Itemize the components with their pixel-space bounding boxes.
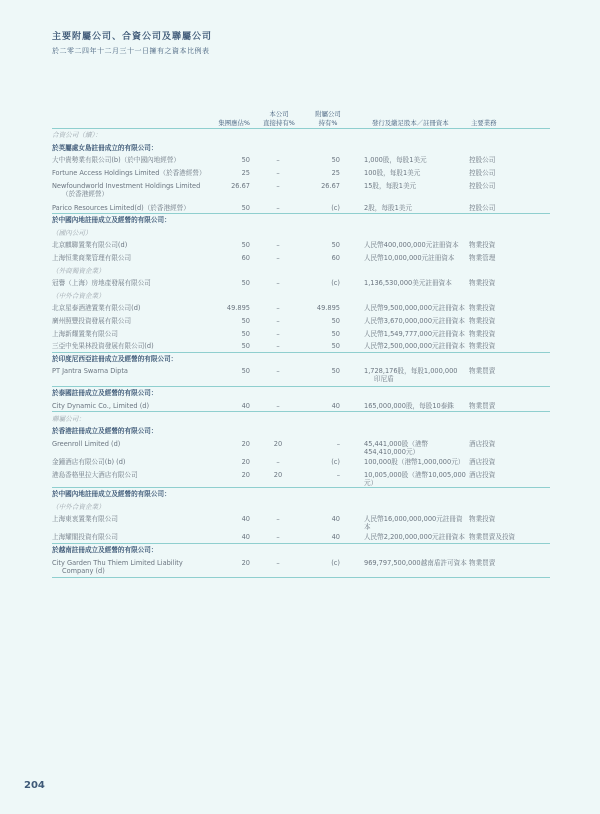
section-heading <box>52 353 550 366</box>
company-name-cell <box>52 330 222 338</box>
section-heading <box>52 227 550 240</box>
table-row <box>52 154 550 167</box>
direct-pct-cell <box>250 458 306 466</box>
subsidiary-pct-cell <box>306 402 340 410</box>
company-name-cell <box>52 559 222 575</box>
company-name-cell <box>52 169 222 177</box>
direct-pct: 20 <box>273 470 283 479</box>
company-name-note: （於香港經營） <box>62 189 109 198</box>
capital: 165,000,000股，每股10泰銖 <box>364 401 454 410</box>
capital-cell <box>340 402 469 410</box>
business-cell <box>469 254 550 262</box>
group-pct: 50 <box>241 156 250 165</box>
company-name: 大中貴勢業有限公司(b)（於中國內地經營） <box>52 156 181 165</box>
direct-pct-cell <box>250 169 306 177</box>
section-label-italic: （外商獨資企業） <box>52 266 105 275</box>
table-body <box>52 129 550 578</box>
capital-cell <box>340 317 469 325</box>
capital-note: 印尼盾 <box>374 375 394 384</box>
section-label: 於越南註冊成立及經營的有限公司： <box>52 546 158 555</box>
group-pct: 50 <box>241 317 250 326</box>
group-pct: 20 <box>241 470 250 479</box>
company-name: PT Jantra Swarna Dipta <box>52 367 128 376</box>
subsidiary-pct-cell <box>306 204 340 212</box>
group-pct-cell <box>222 241 250 249</box>
capital-cell <box>340 342 469 350</box>
header-business: 主要業務 <box>471 119 497 127</box>
table-row <box>52 365 550 387</box>
subsidiary-pct: 25 <box>331 169 340 178</box>
section-label: 於中國內地註冊成立及經營的有限公司： <box>52 489 171 498</box>
subsidiary-pct: (c) <box>331 279 340 288</box>
subsidiary-pct-cell <box>306 559 340 567</box>
subsidiary-pct: 50 <box>331 329 340 338</box>
company-name-cell <box>52 533 222 541</box>
header-capital: 發行及繳足股本／註冊資本 <box>372 119 449 127</box>
capital: 人民幣10,000,000元註冊資本 <box>364 254 455 263</box>
capital: 1,136,530,000美元註冊資本 <box>364 279 452 288</box>
business: 物業管理 <box>469 254 496 263</box>
company-name-cell <box>52 204 222 212</box>
group-pct-cell <box>222 254 250 262</box>
company-name-cell <box>52 458 222 466</box>
company-name-cell <box>52 515 222 523</box>
company-name: 上海耀閣投資有限公司 <box>52 533 118 542</box>
group-pct: 50 <box>241 203 250 212</box>
group-pct: 50 <box>241 329 250 338</box>
subsidiary-pct-cell <box>306 254 340 262</box>
capital: 15股，每股1美元 <box>364 181 417 190</box>
subsidiary-pct-cell <box>306 304 340 312</box>
business-cell <box>469 241 550 249</box>
capital: 1,728,176股，每股1,000,000 <box>364 367 458 376</box>
subsidiary-pct-cell <box>306 241 340 249</box>
subsidiary-pct-cell <box>306 342 340 350</box>
direct-pct-cell <box>250 440 306 448</box>
company-name-cell <box>52 304 222 312</box>
direct-pct: – <box>276 203 280 212</box>
direct-pct: – <box>276 342 280 351</box>
company-name-cell <box>52 342 222 350</box>
business-cell <box>469 402 550 410</box>
group-pct: 40 <box>241 401 250 410</box>
subsidiary-pct-cell <box>306 317 340 325</box>
section-heading <box>52 500 550 513</box>
table-row <box>52 400 550 413</box>
business: 控股公司 <box>469 169 496 178</box>
capital-cell <box>340 279 469 287</box>
section-label-italic: （中外合資企業） <box>52 502 105 511</box>
capital-cell <box>340 559 469 567</box>
subsidiary-pct-cell <box>306 367 340 375</box>
subsidiary-pct-cell <box>306 515 340 523</box>
business-cell <box>469 440 550 448</box>
direct-pct-cell <box>250 330 306 338</box>
section-label-italic: （國內公司） <box>52 228 92 237</box>
group-pct-cell <box>222 559 250 567</box>
subsidiary-pct: 50 <box>331 367 340 376</box>
direct-pct: – <box>276 515 280 524</box>
business: 物業買賣 <box>469 367 496 376</box>
company-name-cell <box>52 156 222 164</box>
table-row <box>52 531 550 544</box>
group-pct: 40 <box>241 515 250 524</box>
business-cell <box>469 515 550 523</box>
group-pct: 50 <box>241 342 250 351</box>
section-label-italic: 聯屬公司： <box>52 414 85 423</box>
company-name: 上海新耀置業有限公司 <box>52 329 118 338</box>
business: 酒店投資 <box>469 439 496 448</box>
header-subsidiary-pct: 附屬公司 持有% <box>315 110 341 127</box>
group-pct-cell <box>222 182 250 190</box>
direct-pct: – <box>276 401 280 410</box>
company-name-cell <box>52 317 222 325</box>
business-cell <box>469 317 550 325</box>
subsidiary-pct: 50 <box>331 241 340 250</box>
section-label: 於英屬處女島註冊成立的有限公司： <box>52 143 158 152</box>
table-row <box>52 327 550 340</box>
group-pct: 40 <box>241 533 250 542</box>
company-name: 金鐘酒店有限公司(b) (d) <box>52 458 126 467</box>
table-row <box>52 179 550 201</box>
group-pct: 20 <box>241 558 250 567</box>
table-row <box>52 252 550 265</box>
business: 控股公司 <box>469 203 496 212</box>
company-name-cell <box>52 182 222 198</box>
capital: 人民幣2,500,000,000元註冊資本 <box>364 342 465 351</box>
table-row <box>52 302 550 315</box>
capital-cell <box>340 440 469 456</box>
table-row <box>52 437 550 455</box>
direct-pct: – <box>276 533 280 542</box>
capital: 10,005,000股（港幣10,005,000元） <box>364 470 466 487</box>
company-name-cell <box>52 254 222 262</box>
direct-pct: – <box>276 181 280 190</box>
business: 控股公司 <box>469 156 496 165</box>
table-row <box>52 340 550 353</box>
capital-cell <box>340 533 469 541</box>
business-cell <box>469 156 550 164</box>
group-pct-cell <box>222 204 250 212</box>
direct-pct: – <box>276 254 280 263</box>
header-direct-pct: 本公司 直接持有% <box>263 110 295 127</box>
business-cell <box>469 458 550 466</box>
direct-pct-cell <box>250 402 306 410</box>
business: 物業買賣 <box>469 401 496 410</box>
direct-pct: – <box>276 317 280 326</box>
group-pct-cell <box>222 367 250 375</box>
company-name: 港島香格里拉大酒店有限公司 <box>52 470 138 479</box>
page-subtitle: 於二零二四年十二月三十一日擁有之資本比例表 <box>52 47 210 55</box>
direct-pct-cell <box>250 279 306 287</box>
group-pct-cell <box>222 402 250 410</box>
subsidiary-pct-cell <box>306 169 340 177</box>
business: 物業投資 <box>469 515 496 524</box>
company-name: Fortune Access Holdings Limited（於香港經營） <box>52 169 206 178</box>
subsidiary-pct-cell <box>306 471 340 479</box>
section-heading <box>52 488 550 501</box>
subsidiary-pct-cell <box>306 156 340 164</box>
business: 物業投資 <box>469 317 496 326</box>
business-cell <box>469 533 550 541</box>
company-name: 上海恒業商業管理有限公司 <box>52 254 132 263</box>
section-heading <box>52 214 550 227</box>
business-cell <box>469 342 550 350</box>
subsidiary-pct: 40 <box>331 401 340 410</box>
group-pct-cell <box>222 440 250 448</box>
group-pct: 26.67 <box>231 181 250 190</box>
subsidiary-pct: 50 <box>331 317 340 326</box>
group-pct-cell <box>222 342 250 350</box>
group-pct: 50 <box>241 241 250 250</box>
company-name: Greenroll Limited (d) <box>52 439 121 448</box>
group-pct: 20 <box>241 439 250 448</box>
subsidiary-pct: 50 <box>331 156 340 165</box>
header-group-pct: 集團應佔% <box>218 119 250 127</box>
table-row <box>52 239 550 252</box>
subsidiary-pct: 40 <box>331 533 340 542</box>
business-cell <box>469 330 550 338</box>
capital: 人民幣1,549,777,000元註冊資本 <box>364 329 465 338</box>
group-pct: 25 <box>241 169 250 178</box>
subsidiary-pct: – <box>336 439 340 448</box>
direct-pct-cell <box>250 204 306 212</box>
business-cell <box>469 304 550 312</box>
section-label: 於泰國註冊成立及經營的有限公司： <box>52 389 158 398</box>
business-cell <box>469 182 550 190</box>
capital-cell <box>340 182 469 190</box>
direct-pct-cell <box>250 559 306 567</box>
direct-pct-cell <box>250 254 306 262</box>
section-label: 於印度尼西亞註冊成立及經營的有限公司： <box>52 354 178 363</box>
direct-pct: 20 <box>273 439 283 448</box>
section-heading <box>52 129 550 142</box>
direct-pct-cell <box>250 342 306 350</box>
direct-pct: – <box>276 458 280 467</box>
capital: 1,000股，每股1美元 <box>364 156 427 165</box>
direct-pct-cell <box>250 317 306 325</box>
capital: 人民幣400,000,000元註冊資本 <box>364 241 459 250</box>
section-heading <box>52 264 550 277</box>
business: 物業買賣及投資 <box>469 533 516 542</box>
company-name-cell <box>52 279 222 287</box>
subsidiary-pct: 40 <box>331 515 340 524</box>
direct-pct-cell <box>250 515 306 523</box>
company-name-cell <box>52 241 222 249</box>
table-row <box>52 315 550 328</box>
company-name: 北京麒聯置業有限公司(d) <box>52 241 128 250</box>
business-cell <box>469 204 550 212</box>
capital: 人民幣2,200,000,000元註冊資本 <box>364 533 465 542</box>
company-name-cell <box>52 402 222 410</box>
table-row <box>52 513 550 531</box>
capital-cell <box>340 367 469 383</box>
company-name: 上海東衷置業有限公司 <box>52 515 118 524</box>
group-pct-cell <box>222 330 250 338</box>
business: 物業買賣 <box>469 558 496 567</box>
capital-cell <box>340 204 469 212</box>
subsidiary-pct: 49.895 <box>316 304 340 313</box>
business-cell <box>469 471 550 479</box>
company-name: 冠譽（上海）房地產發展有限公司 <box>52 279 151 288</box>
subsidiary-pct-cell <box>306 182 340 190</box>
subsidiary-pct: (c) <box>331 203 340 212</box>
direct-pct-cell <box>250 304 306 312</box>
section-label-italic: 合資公司（續）： <box>52 131 102 140</box>
capital: 人民幣9,500,000,000元註冊資本 <box>364 304 465 313</box>
page-title: 主要附屬公司、合資公司及聯屬公司 <box>52 32 213 42</box>
table-header <box>52 108 550 129</box>
direct-pct: – <box>276 367 280 376</box>
capital-cell <box>340 304 469 312</box>
subsidiary-pct: 26.67 <box>321 181 340 190</box>
direct-pct: – <box>276 169 280 178</box>
capital-cell <box>340 156 469 164</box>
group-pct: 50 <box>241 279 250 288</box>
table-row <box>52 201 550 214</box>
direct-pct: – <box>276 558 280 567</box>
group-pct-cell <box>222 471 250 479</box>
group-pct-cell <box>222 156 250 164</box>
table-row <box>52 456 550 469</box>
direct-pct-cell <box>250 241 306 249</box>
section-label: 於香港註冊成立及經營的有限公司： <box>52 427 158 436</box>
subsidiary-pct: (c) <box>331 458 340 467</box>
direct-pct-cell <box>250 367 306 375</box>
section-heading <box>52 544 550 557</box>
company-name: Parico Resources Limited(d)（於香港經營） <box>52 203 190 212</box>
section-heading <box>52 387 550 400</box>
group-pct-cell <box>222 317 250 325</box>
capital-cell <box>340 330 469 338</box>
subsidiary-pct: (c) <box>331 558 340 567</box>
business-cell <box>469 367 550 375</box>
direct-pct-cell <box>250 533 306 541</box>
group-pct-cell <box>222 515 250 523</box>
business: 物業投資 <box>469 241 496 250</box>
capital: 45,441,000股（港幣454,410,000元） <box>364 439 429 456</box>
direct-pct-cell <box>250 182 306 190</box>
table-row <box>52 277 550 290</box>
section-heading <box>52 412 550 425</box>
group-pct: 50 <box>241 367 250 376</box>
company-name: 三亞中免果林投資發展有限公司(d) <box>52 342 154 351</box>
capital: 人民幣3,670,000,000元註冊資本 <box>364 317 465 326</box>
direct-pct: – <box>276 304 280 313</box>
company-name: 廣州照豐投資發展有限公司 <box>52 317 132 326</box>
group-pct: 49.895 <box>226 304 250 313</box>
capital-cell <box>340 471 469 487</box>
direct-pct: – <box>276 241 280 250</box>
group-pct-cell <box>222 279 250 287</box>
capital: 100,000股（港幣1,000,000元） <box>364 458 465 467</box>
group-pct-cell <box>222 304 250 312</box>
business: 物業投資 <box>469 329 496 338</box>
capital-cell <box>340 515 469 531</box>
business-cell <box>469 279 550 287</box>
capital-cell <box>340 241 469 249</box>
section-label: 於中國內地註冊成立及經營的有限公司： <box>52 216 171 225</box>
subsidiary-pct-cell <box>306 440 340 448</box>
group-pct-cell <box>222 533 250 541</box>
direct-pct-cell <box>250 156 306 164</box>
table-row <box>52 167 550 180</box>
capital: 969,797,500,000越南盾許可資本 <box>364 558 467 567</box>
group-pct-cell <box>222 169 250 177</box>
subsidiary-pct: – <box>336 470 340 479</box>
subsidiary-pct-cell <box>306 458 340 466</box>
group-pct: 60 <box>241 254 250 263</box>
business: 酒店投資 <box>469 470 496 479</box>
subsidiary-pct-cell <box>306 330 340 338</box>
capital-cell <box>340 169 469 177</box>
group-pct-cell <box>222 458 250 466</box>
business: 物業投資 <box>469 342 496 351</box>
section-label-italic: （中外合資企業） <box>52 291 105 300</box>
business: 酒店投資 <box>469 458 496 467</box>
direct-pct: – <box>276 156 280 165</box>
subsidiary-pct: 50 <box>331 342 340 351</box>
company-name-cell <box>52 367 222 375</box>
capital-cell <box>340 458 469 466</box>
direct-pct: – <box>276 279 280 288</box>
capital-table <box>52 108 550 578</box>
direct-pct-cell <box>250 471 306 479</box>
table-row <box>52 468 550 487</box>
business-cell <box>469 559 550 567</box>
group-pct: 20 <box>241 458 250 467</box>
capital: 100股，每股1美元 <box>364 169 421 178</box>
capital-cell <box>340 254 469 262</box>
section-heading <box>52 142 550 155</box>
company-name: City Garden Thu Thiem Limited Liability <box>52 558 183 567</box>
business: 物業投資 <box>469 304 496 313</box>
company-name: Newfoundworld Investment Holdings Limited <box>52 181 201 190</box>
capital: 人民幣16,000,000,000元註冊資本 <box>364 515 463 532</box>
subsidiary-pct-cell <box>306 279 340 287</box>
capital: 2股，每股1美元 <box>364 203 412 212</box>
business: 控股公司 <box>469 181 496 190</box>
section-heading <box>52 290 550 303</box>
direct-pct: – <box>276 329 280 338</box>
business: 物業投資 <box>469 279 496 288</box>
company-name-note: Company (d) <box>62 566 105 575</box>
company-name: City Dynamic Co., Limited (d) <box>52 401 150 410</box>
business-cell <box>469 169 550 177</box>
page-number: 204 <box>24 780 45 791</box>
company-name-cell <box>52 440 222 448</box>
table-row <box>52 556 550 578</box>
section-heading <box>52 425 550 438</box>
subsidiary-pct: 60 <box>331 254 340 263</box>
company-name-cell <box>52 471 222 479</box>
company-name: 北京星泰酒港置業有限公司(d) <box>52 304 141 313</box>
subsidiary-pct-cell <box>306 533 340 541</box>
